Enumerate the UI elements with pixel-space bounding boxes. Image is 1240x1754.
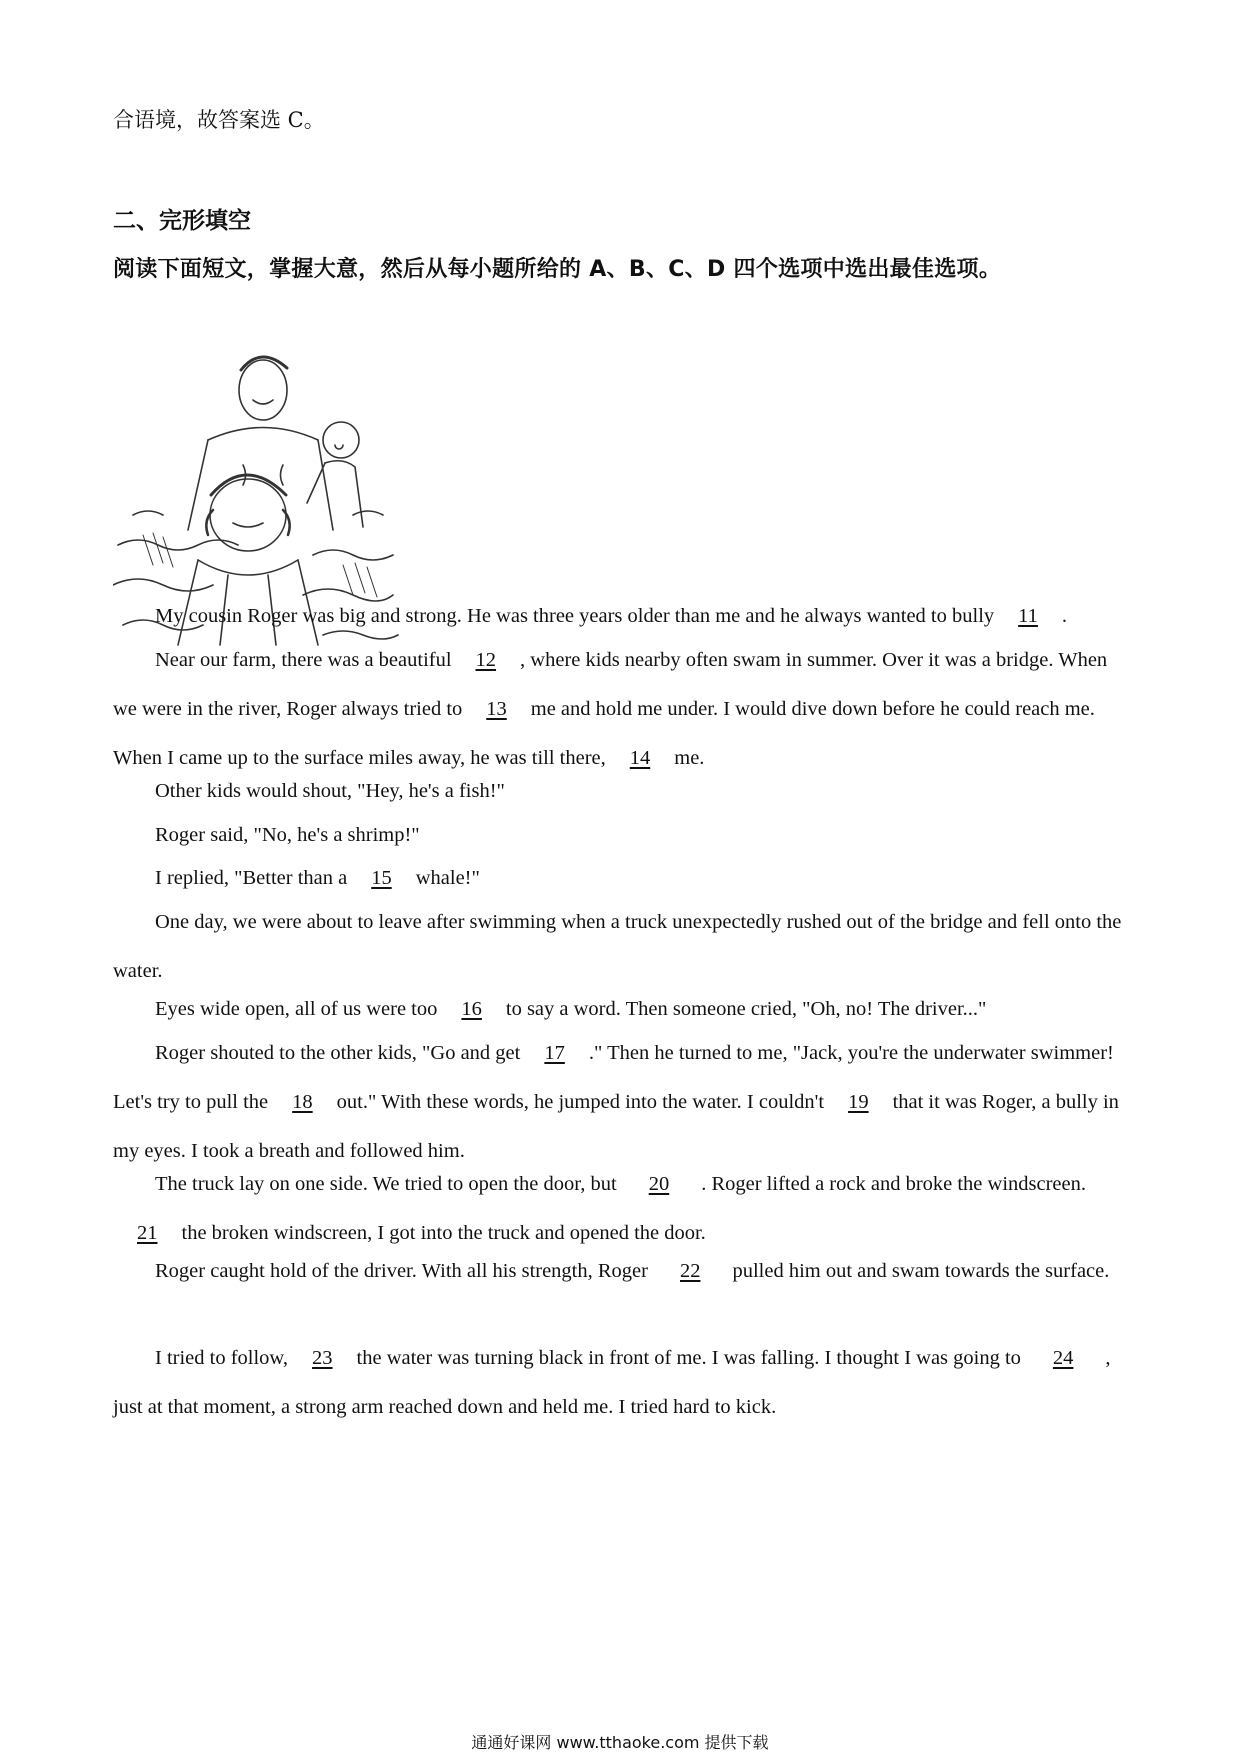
instruction-text: 阅读下面短文，掌握大意，然后从每小题所给的 A、B、C、D 四个选项中选出最佳选项。 — [113, 257, 1002, 282]
blank-18[interactable]: 18 — [292, 1091, 313, 1113]
passage-paragraph: Roger said, "No, he's a shrimp!" — [155, 824, 420, 846]
blank-21[interactable]: 21 — [137, 1222, 158, 1244]
passage-paragraph: One day, we were about to leave after swimming when a truck unexpectedly rushed out of the bridge and fell onto the water. — [113, 911, 1122, 982]
passage-paragraph: I tried to follow, 23 the water was turning black in front of me. I was falling. I thought I was going to 24 , just at that moment, a strong arm reached down and held me. I tried hard to kick. — [113, 1334, 1133, 1432]
passage-paragraph: The truck lay on one side. We tried to open the door, but 20 . Roger lifted a rock and broke the windscreen.21 the broken windscreen, I got into the truck and opened the door. — [113, 1160, 1133, 1258]
blank-15[interactable]: 15 — [371, 867, 392, 889]
blank-17[interactable]: 17 — [544, 1042, 565, 1064]
blank-23[interactable]: 23 — [312, 1347, 333, 1369]
passage-paragraph: Other kids would shout, "Hey, he's a fish!" — [155, 780, 505, 802]
passage-paragraph: Roger shouted to the other kids, "Go and get 17 ." Then he turned to me, "Jack, you're the underwater swimmer! Let's try to pull the 18 out." With these words, he jumped into the water. I couldn't 19 that it was Roger, a bully in my eyes. I took a breath and followed him. — [113, 1029, 1133, 1176]
blank-14[interactable]: 14 — [629, 747, 651, 769]
previous-answer-text: 合语境，故答案选 C。 — [113, 108, 325, 132]
blank-19[interactable]: 19 — [848, 1091, 869, 1113]
page-footer: 通通好课网 www.tthaoke.com 提供下载 — [471, 1733, 769, 1752]
passage-paragraph: Near our farm, there was a beautiful 12 , where kids nearby often swam in summer. Over it was a bridge. When we were in the river, Roger always tried to 13 me and hold me under. I would dive down before he could reach me. When I came up to the surface miles away, he was till there, 14 me. — [113, 636, 1133, 783]
blank-22[interactable]: 22 — [679, 1260, 701, 1282]
passage-paragraph: My cousin Roger was big and strong. He was three years older than me and he always wanted to bully 11 . — [113, 592, 1133, 641]
blank-24[interactable]: 24 — [1052, 1347, 1074, 1369]
blank-20[interactable]: 20 — [648, 1173, 670, 1195]
passage-paragraph: Roger caught hold of the driver. With all his strength, Roger 22 pulled him out and swam towards the surface. — [113, 1247, 1133, 1296]
blank-11[interactable]: 11 — [1018, 605, 1038, 627]
passage-paragraph: Eyes wide open, all of us were too 16 to say a word. Then someone cried, "Oh, no! The driver..." — [113, 985, 1133, 1034]
blank-16[interactable]: 16 — [461, 998, 482, 1020]
blank-13[interactable]: 13 — [486, 698, 507, 720]
section-title: 二、完形填空 — [113, 208, 251, 234]
blank-12[interactable]: 12 — [475, 649, 497, 671]
passage-paragraph: I replied, "Better than a 15 whale!" — [113, 854, 1133, 903]
